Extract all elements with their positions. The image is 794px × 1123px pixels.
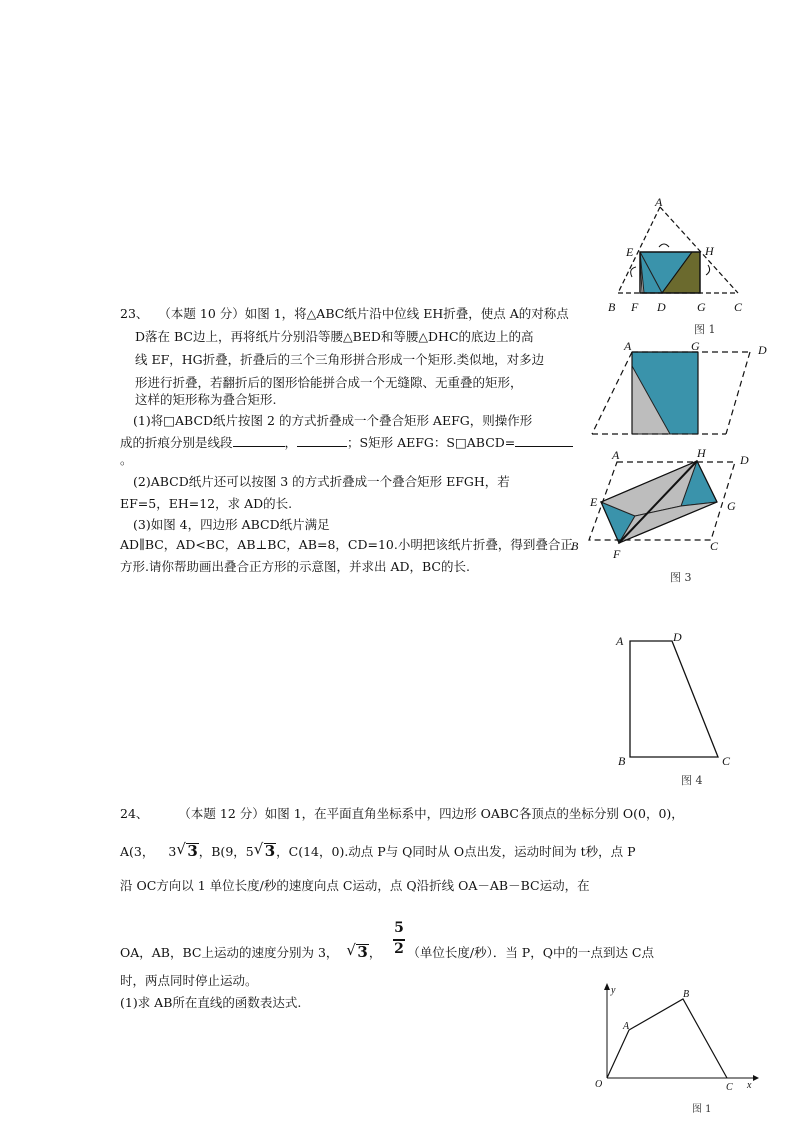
sqrt-3-c: √ 3 [346,944,368,960]
q23-part3-a: (3)如图 4，四边形 ABCD纸片满足 [133,517,330,532]
fig4-label-d: D [673,630,682,644]
fig1-label-e: E [626,245,634,259]
answer-blank-1[interactable] [233,435,285,447]
answer-blank-2[interactable] [297,435,347,447]
q23-part1-b [120,435,573,451]
fig1-label-h: H [705,244,714,258]
q24-speeds: OA，AB，BC上运动的速度分别为 3， [120,945,339,960]
fig3-label-c: C [710,539,719,553]
q23-part1-b-ratio: ；S矩形 AEFG：S□ABCD= [347,435,516,450]
q24-coord-b: ，B(9，5 [198,844,254,859]
q23-line2: D落在 BC边上，再将纸片分别沿等腰△BED和等腰△DHC的底边上的高 [135,329,534,344]
fig1-label-a: A [655,195,663,209]
quadrilateral-oabc [607,999,727,1078]
fig1-fold-arrow-right [706,265,710,275]
q24-line3: 沿 OC方向以 1 单位长度/秒的速度向点 C运动，点 Q沿折线 OA－AB－BC运动，在 [120,878,590,893]
q23-part1-b-prefix: 成的折痕分别是线段 [120,435,233,450]
q23-part1-b-sep: ， [284,435,298,450]
fig1-label-f: F [631,300,639,314]
q24-line4: OA，AB，BC上运动的速度分别为 3，√ 3， （单位长度/秒）．当 P，Q中的一点到达 C点 [120,944,654,961]
q24-head-text: （本题 12 分）如图 1，在平面直角坐标系中，四边形 OABC各顶点的坐标分别 O(0，0)， [178,806,684,821]
fig4-caption: 图 4 [681,774,703,787]
q24-coord-c: ，C(14，0).动点 P与 Q同时从 O点出发，运动时间为 t秒，点 P [276,844,636,859]
fig1-fold-arrow-top [659,244,669,247]
figure-1-triangle [600,195,760,340]
q23-part3-b: AD∥BC，AD<BC，AB⊥BC，AB=8，CD=10.小明把该纸片折叠，得到叠合正 [120,537,573,552]
fig3-label-f: F [613,547,621,561]
y-axis-arrow [604,983,610,990]
fig1-label-g: G [697,300,706,314]
q24-coef: 3 [168,844,177,859]
q23-number: 23、 [120,306,149,321]
fig3-label-h: H [697,446,706,460]
q24-line2 [120,843,636,860]
fig2-label-d: D [758,343,767,357]
q23-part2-a: (2)ABCD纸片还可以按图 3 的方式折叠成一个叠合矩形 EFGH，若 [133,474,510,489]
fig2-label-a: A [624,339,632,353]
label-a: A [623,1021,630,1032]
coord-fig-caption: 图 1 [692,1104,712,1115]
sqrt-3-b: √ 3 [254,843,276,859]
fig3-label-d: D [740,453,749,467]
q23-line5: 这样的矩形称为叠合矩形. [135,392,277,407]
q23-part1-a: (1)将□ABCD纸片按图 2 的方式折叠成一个叠合矩形 AEFG，则操作形 [133,413,533,428]
fig4-label-a: A [616,634,624,648]
fig2-right-side [726,352,750,434]
fig1-label-d: D [657,300,666,314]
figure-3-parallelogram [565,446,765,586]
fig3-label-g: G [727,499,736,513]
q24-heading [120,806,684,822]
label-y: y [611,985,616,996]
fig3-label-b: B [571,539,579,553]
fig2-label-g: G [691,339,700,353]
fig1-label-b: B [608,300,616,314]
fig1-caption: 图 1 [694,323,716,336]
label-x: x [747,1080,752,1091]
q23-part3-c: 方形.请你帮助画出叠合正方形的示意图，并求出 AD，BC的长. [120,559,470,574]
q23-head-text: （本题 10 分）如图 1，将△ABC纸片沿中位线 EH折叠，使点 A的对称点 [158,306,569,321]
q23-part2-b: EF=5，EH=12，求 AD的长. [120,496,293,511]
fig3-label-e: E [590,495,598,509]
q23-part1-c: 。 [120,452,133,467]
q24-units: （单位长度/秒）．当 P，Q中的一点到达 C点 [407,945,654,960]
q23-heading [120,306,569,322]
q23-line4: 形进行折叠，若翻折后的图形恰能拼合成一个无缝隙、无重叠的矩形， [135,375,523,390]
fraction-numerator: 5 [394,920,404,936]
figure-4-trapezoid [608,625,748,775]
q24-line5: 时，两点同时停止运动。 [120,973,258,988]
label-b: B [683,989,690,1000]
sqrt-3-a: √ 3 [176,843,198,859]
fraction-denominator: 2 [394,941,404,957]
figure-2-parallelogram [588,338,788,444]
fig4-label-c: C [722,754,731,768]
q23-line3: 线 EF，HG折叠，折叠后的三个三角形拼合形成一个矩形.类似地，对多边 [135,352,545,367]
fig3-caption: 图 3 [670,571,692,584]
fig4-label-b: B [618,754,626,768]
fig1-label-c: C [734,300,743,314]
fig4-trapezoid-shape [630,641,718,757]
label-o: O [595,1079,603,1090]
x-axis-arrow [753,1075,759,1081]
q24-number: 24、 [120,806,149,821]
q24-part1: (1)求 AB所在直线的函数表达式. [120,995,302,1010]
fig3-label-a: A [612,448,620,462]
figure-coordinate-plane [585,980,760,1092]
fig2-left-side [592,352,632,434]
fig1-fold-arrow-left [631,267,636,277]
label-c: C [726,1082,733,1092]
q24-coord-a: A(3， [120,844,155,859]
